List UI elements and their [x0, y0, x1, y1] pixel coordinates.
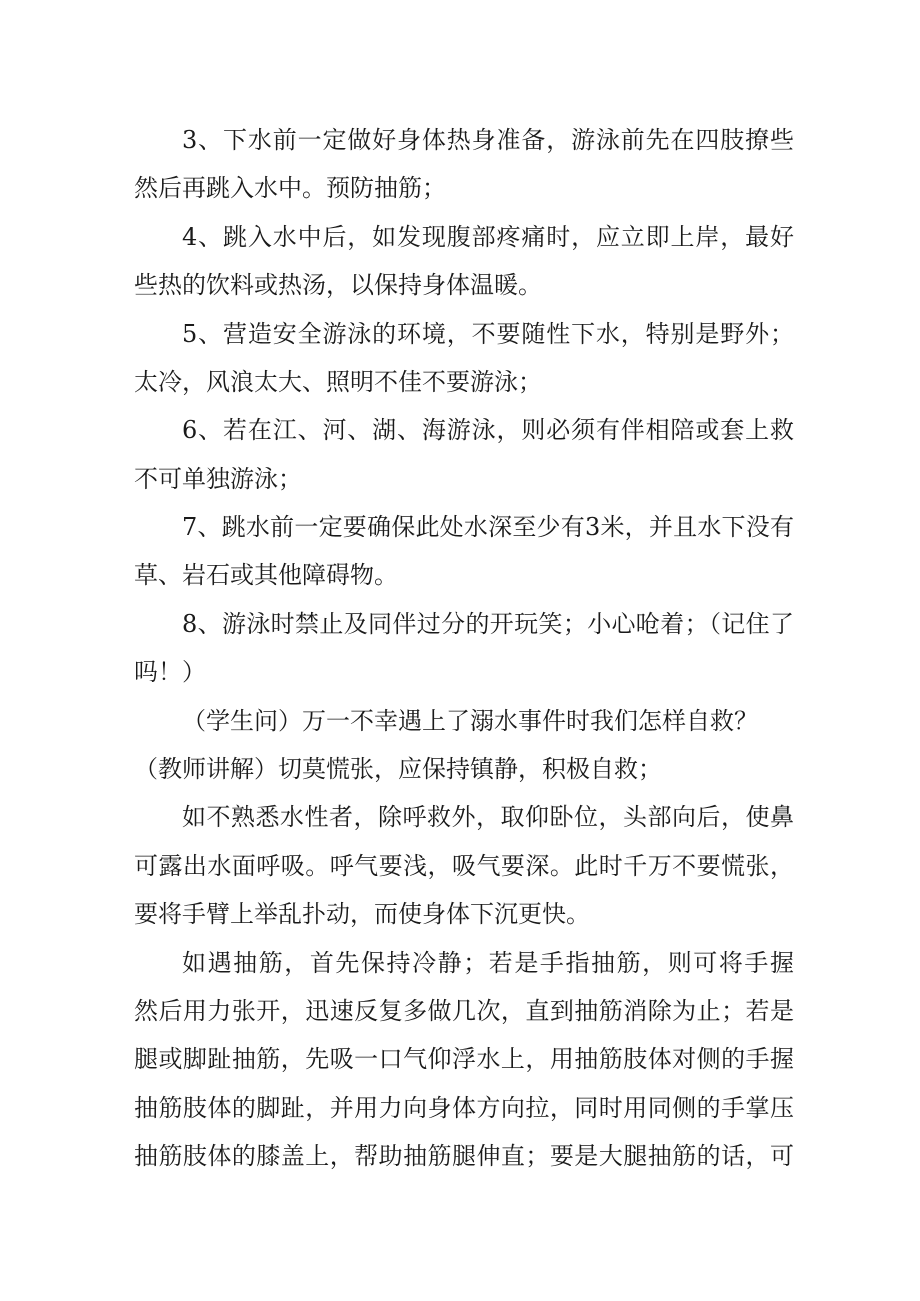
paragraph-cramp-line-5: 抽筋肢体的膝盖上，帮助抽筋腿伸直；要是大腿抽筋的话，可 — [134, 1142, 794, 1170]
paragraph-item-7-line-2: 草、岩石或其他障碍物。 — [134, 561, 398, 589]
paragraph-item-6-line-2: 不可单独游泳； — [134, 465, 302, 493]
paragraph-cramp-line-4: 抽筋肢体的脚趾，并用力向身体方向拉，同时用同侧的手掌压 — [134, 1094, 794, 1122]
paragraph-cramp-line-1: 如遇抽筋，首先保持冷静；若是手指抽筋，则可将手握 — [182, 949, 794, 977]
paragraph-item-3-line-1: 3、下水前一定做好身体热身准备，游泳前先在四肢撩些 — [182, 126, 794, 154]
paragraph-item-7-line-1: 7、跳水前一定要确保此处水深至少有3米，并且水下没有 — [182, 513, 794, 541]
teacher-explain: （教师讲解）切莫慌张，应保持镇静，积极自救； — [134, 755, 662, 783]
paragraph-not-familiar-line-3: 要将手臂上举乱扑动，而使身体下沉更快。 — [134, 900, 590, 928]
paragraph-item-6-line-1: 6、若在江、河、湖、海游泳，则必须有伴相陪或套上救 — [182, 416, 794, 444]
paragraph-item-8-line-1: 8、游泳时禁止及同伴过分的开玩笑；小心呛着；（记住了 — [182, 610, 794, 638]
paragraph-item-5-line-1: 5、营造安全游泳的环境，不要随性下水，特别是野外； — [182, 320, 794, 348]
paragraph-cramp-line-3: 腿或脚趾抽筋，先吸一口气仰浮水上，用抽筋肢体对侧的手握 — [134, 1045, 794, 1073]
paragraph-item-5-line-2: 太冷，风浪太大、照明不佳不要游泳； — [134, 368, 542, 396]
paragraph-item-8-line-2: 吗！） — [134, 658, 206, 686]
paragraph-item-4-line-2: 些热的饮料或热汤，以保持身体温暖。 — [134, 271, 542, 299]
paragraph-item-4-line-1: 4、跳入水中后，如发现腹部疼痛时，应立即上岸，最好 — [182, 223, 794, 251]
paragraph-not-familiar-line-1: 如不熟悉水性者，除呼救外，取仰卧位，头部向后，使鼻 — [182, 803, 794, 831]
paragraph-item-3-line-2: 然后再跳入水中。预防抽筋； — [134, 174, 446, 202]
paragraph-not-familiar-line-2: 可露出水面呼吸。呼气要浅，吸气要深。此时千万不要慌张， — [134, 852, 794, 880]
student-question: （学生问）万一不幸遇上了溺水事件时我们怎样自救？ — [182, 707, 758, 735]
paragraph-cramp-line-2: 然后用力张开，迅速反复多做几次，直到抽筋消除为止；若是 — [134, 997, 794, 1025]
